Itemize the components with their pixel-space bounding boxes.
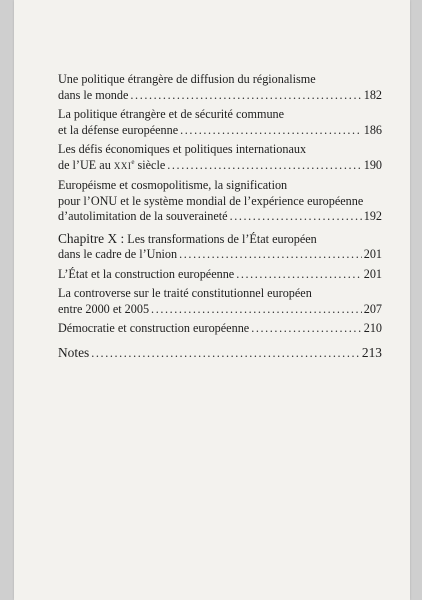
- toc-entry-line: Les défis économiques et politiques internationaux: [58, 142, 307, 156]
- toc-entry-line: La controverse sur le traité constitutionnel européen: [58, 286, 312, 300]
- toc-entry-line: entre 2000 et 2005: [58, 301, 150, 316]
- toc-entry-line: et la défense européenne: [58, 122, 179, 137]
- toc-entry-line: Une politique étrangère de diffusion du régionalisme: [58, 72, 316, 86]
- toc-entry: [58, 321, 382, 337]
- century-numeral: XXI: [113, 160, 132, 171]
- century-suffix: siècle: [134, 157, 166, 172]
- toc-entry-line: dans le monde: [58, 87, 129, 102]
- toc-entry: [58, 178, 382, 225]
- dot-leader: [179, 247, 362, 263]
- dot-leader: [151, 302, 362, 318]
- toc-entry: [58, 142, 382, 174]
- dot-leader: [130, 88, 361, 104]
- toc-entry: [58, 286, 382, 317]
- dot-leader: [236, 267, 362, 283]
- table-of-contents: [58, 72, 382, 365]
- chapter-heading: [58, 231, 382, 263]
- dot-leader: [91, 346, 360, 362]
- century-superscript: e: [131, 157, 135, 166]
- page-number: 201: [363, 266, 382, 281]
- toc-entry-line: Européisme et cosmopolitisme, la signification: [58, 178, 288, 192]
- toc-entry-line: de l’UE au: [58, 157, 114, 172]
- toc-entry-line: d’autolimitation de la souveraineté: [58, 209, 228, 223]
- page-number: 186: [363, 122, 382, 137]
- notes-label: Notes: [58, 344, 90, 360]
- toc-entry-line: L’État et la construction européenne: [58, 266, 235, 281]
- toc-entry: [58, 107, 382, 138]
- page-number: 190: [363, 157, 382, 172]
- page-number: 213: [361, 344, 382, 360]
- toc-entry: [58, 72, 382, 103]
- dot-leader: [230, 209, 362, 225]
- page-number: 207: [363, 301, 382, 316]
- page-number: 182: [363, 87, 382, 102]
- page-number: 210: [363, 321, 382, 335]
- dot-leader: [180, 123, 362, 139]
- notes-entry: [58, 345, 382, 362]
- chapter-title: dans le cadre de l’Union: [58, 247, 178, 261]
- dot-leader: [167, 158, 361, 174]
- page-number: 201: [363, 247, 382, 261]
- dot-leader: [251, 321, 362, 337]
- toc-entry-line: La politique étrangère et de sécurité commune: [58, 107, 285, 121]
- toc-entry-line: Démocratie et construction européenne: [58, 321, 250, 335]
- toc-entry: [58, 267, 382, 283]
- toc-entry-line: pour l’ONU et le système mondial de l’expérience européenne: [58, 193, 364, 208]
- chapter-title: Les transformations de l’État européen: [124, 231, 317, 246]
- chapter-label: Chapitre X :: [58, 230, 125, 246]
- page-number: 192: [363, 209, 382, 223]
- book-page: [14, 0, 410, 600]
